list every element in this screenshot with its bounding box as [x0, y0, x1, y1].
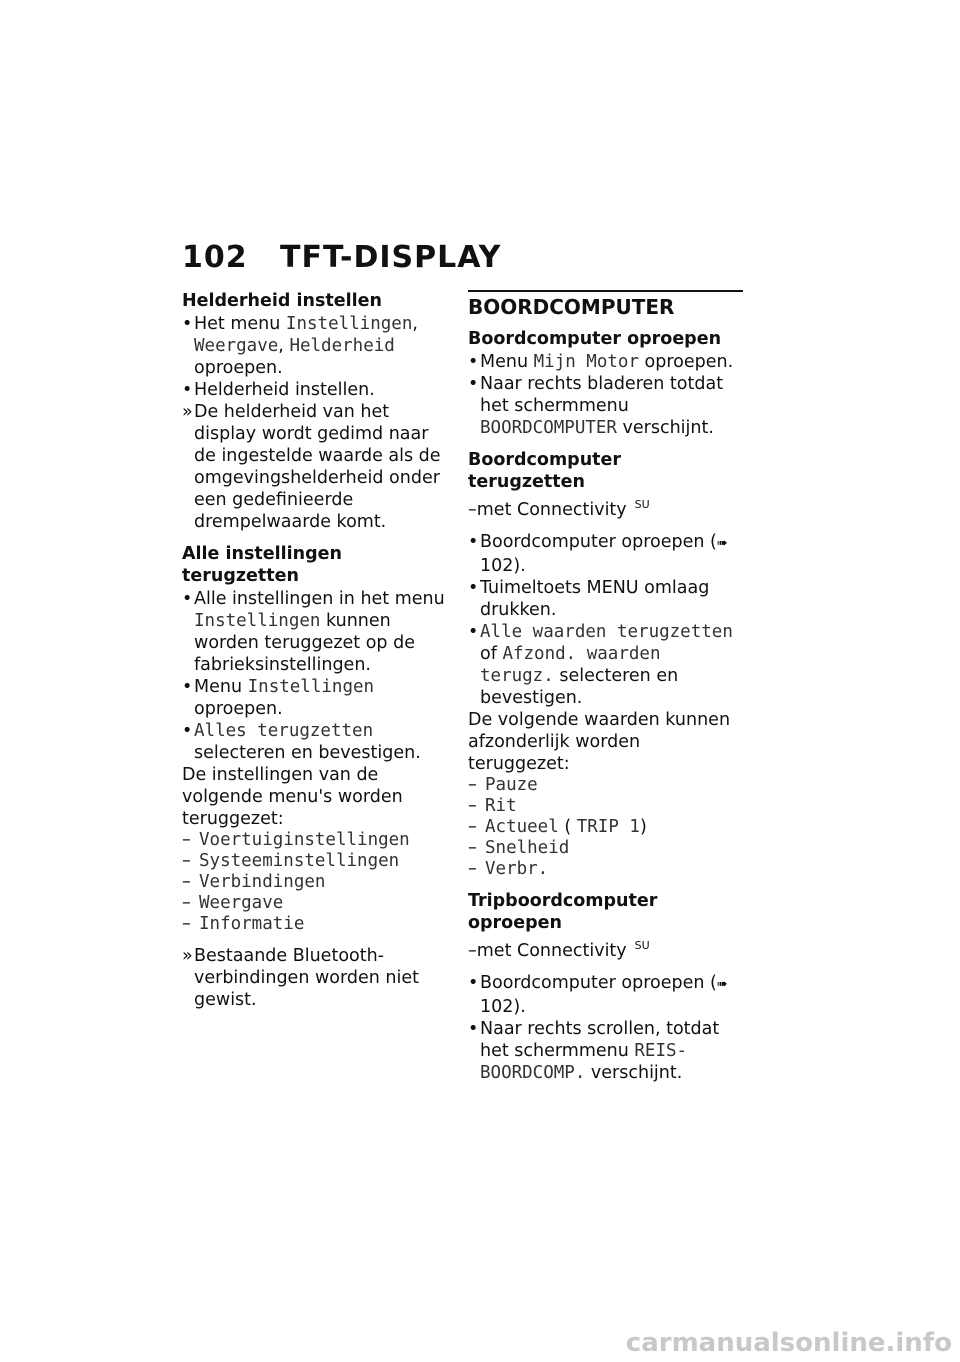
page-header [182, 240, 501, 275]
list-item: • Menu Instellingen oproepen. [182, 677, 375, 719]
dash-item: – Verbr. [468, 858, 549, 879]
list-item: • Helderheid instellen. [182, 380, 375, 400]
bullet-icon: • [182, 314, 193, 334]
list-item: • Alle instellingen in het menu Instellingen kunnen worden teruggezet op de fabrieksinstellingen. [182, 589, 445, 675]
dash-icon: – [468, 774, 477, 795]
dash-item: – Verbindingen [182, 872, 326, 892]
bullet-icon: • [182, 721, 193, 741]
bullet-icon: • [468, 1018, 479, 1039]
bullet-icon: • [468, 577, 479, 598]
menu-path: Instellingen [247, 677, 375, 697]
bullet-icon: • [468, 531, 479, 552]
heading-trip: Tripboordcomputer oproepen [468, 890, 658, 933]
heading-open: Boordcomputer oproepen [468, 329, 722, 349]
dash-icon: – [182, 914, 191, 934]
dash-icon: – [468, 816, 477, 837]
list-item: • Alles terugzetten selecteren en bevestigen. [182, 721, 421, 763]
paragraph: De volgende waarden kunnen afzonderlijk worden teruggezet: [468, 709, 731, 774]
page-title: TFT-DISPLAY [280, 240, 502, 275]
watermark: carmanualsonline.info [625, 1328, 952, 1358]
page-reference-arrow-icon: ➠ [716, 535, 728, 551]
menu-path: BOORDCOMPUTER [480, 418, 617, 438]
bullet-icon: • [182, 380, 193, 400]
page-number: 102 [182, 240, 248, 275]
list-item: • Alle waarden terugzetten of Afzond. waarden terugz. selecteren en bevestigen. [468, 621, 733, 708]
result-item: » De helderheid van het display wordt gedimd naar de ingestelde waarde als de omgevingshelderheid onder een gedefinieerde drempelwaarde komt. [182, 402, 441, 532]
bullet-icon: • [468, 972, 479, 993]
heading-reset: Alle instellingen terugzetten [182, 544, 342, 586]
menu-path: REIS-BOORDCOMP. [480, 1040, 688, 1083]
bullet-icon: • [468, 621, 479, 642]
menu-path: Afzond. waarden terugz. [480, 643, 661, 686]
result-icon: » [182, 946, 193, 966]
paragraph: De instellingen van de volgende menu's worden teruggezet: [182, 765, 403, 829]
dash-item: – Snelheid [468, 837, 570, 858]
bullet-icon: • [182, 589, 193, 609]
list-item: • Naar rechts scrollen, totdat het schermmenu REIS-BOORDCOMP. verschijnt. [468, 1018, 720, 1083]
heading-reset-bc: Boordcomputer terugzetten [468, 450, 622, 492]
dash-item: – Rit [468, 795, 517, 816]
su-badge: SU [634, 498, 650, 511]
dash-icon: – [182, 851, 191, 871]
menu-path: Alles terugzetten [194, 721, 374, 741]
dash-item: – Voertuiginstellingen [182, 830, 410, 850]
list-item: • Boordcomputer oproepen (➠ 102). [468, 531, 728, 576]
connectivity-note: –met Connectivity $^{SU}$ [468, 498, 650, 520]
page-reference-arrow-icon: ➠ [716, 976, 728, 992]
result-item: » Bestaande Bluetooth-verbindingen worden niet gewist. [182, 946, 419, 1010]
bullet-icon: • [468, 374, 479, 394]
menu-path: Alle waarden terugzetten [480, 621, 733, 642]
result-icon: » [182, 402, 193, 422]
bullet-icon: • [468, 352, 479, 372]
dash-item: – Weergave [182, 893, 284, 913]
dash-icon: – [182, 830, 191, 850]
list-item: • Het menu Instellingen, Weergave, Helderheid oproepen. [182, 314, 418, 378]
list-item: • Menu Mijn Motor oproepen. [468, 352, 734, 372]
dash-icon: – [182, 893, 191, 913]
connectivity-note: –met Connectivity $^{SU}$ [468, 938, 650, 961]
right-column [468, 290, 743, 1084]
dash-item: – Pauze [468, 774, 538, 795]
dash-item: – Systeeminstellingen [182, 851, 400, 871]
dash-icon: – [182, 872, 191, 892]
section-title: BOORDCOMPUTER [468, 295, 675, 319]
menu-path: Instellingen [285, 314, 413, 334]
menu-path: Weergave [194, 336, 279, 356]
menu-path: Mijn Motor [533, 352, 639, 372]
su-badge: SU [634, 938, 650, 952]
bullet-icon: • [182, 677, 193, 697]
dash-item: – Informatie [182, 914, 305, 934]
dash-icon: – [468, 858, 477, 879]
list-item: • Boordcomputer oproepen (➠ 102). [468, 972, 728, 1017]
menu-path: Instellingen [194, 611, 321, 631]
dash-icon: – [468, 837, 477, 858]
list-item: • Naar rechts bladeren totdat het schermmenu BOORDCOMPUTER verschijnt. [468, 374, 724, 438]
dash-item: – Actueel ( TRIP 1) [468, 816, 647, 837]
dash-icon: – [468, 795, 477, 816]
list-item: • Tuimeltoets MENU omlaag drukken. [468, 577, 710, 620]
section-rule [468, 290, 743, 292]
heading-helderheid: Helderheid instellen [182, 291, 382, 311]
menu-path: Helderheid [289, 336, 395, 356]
left-column [182, 290, 452, 1011]
